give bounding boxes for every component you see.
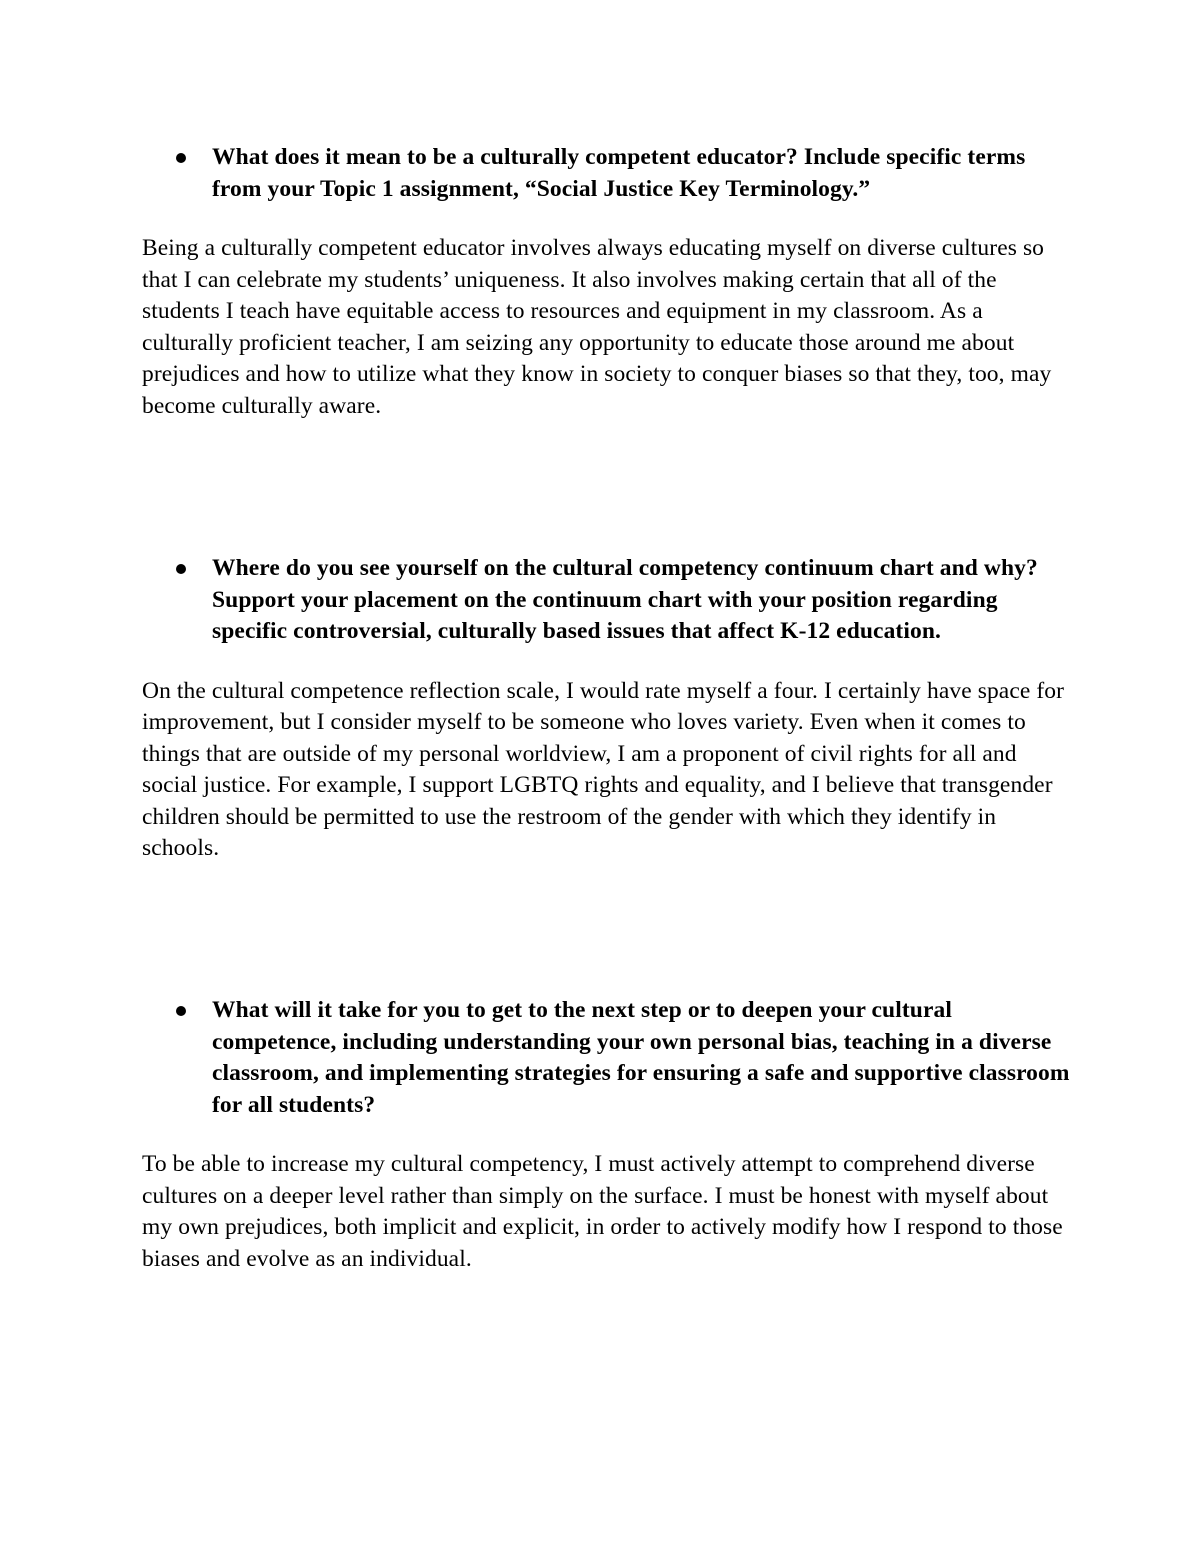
bullet-icon	[176, 153, 186, 163]
section-continuum-placement	[142, 553, 1072, 865]
question-item	[142, 995, 1072, 1121]
answer-paragraph: On the cultural competence reflection scale, I would rate myself a four. I certainly have space for improvement, but I consider myself to be someone who loves variety. Even when it comes to things that are outside of my personal worldview, I am a proponent of civil rights for all and social justice. For example, I support LGBTQ rights and equality, and I believe that transgender children should be permitted to use the restroom of the gender with which they identify in schools.	[142, 677, 1065, 861]
question-item	[142, 553, 1072, 648]
section-cultural-competence-definition	[142, 142, 1072, 422]
question-text: Where do you see yourself on the cultural competency continuum chart and why? Support your placement on the continuum chart with your position regarding specific controversial, culturally based issues that affect K-12 education.	[212, 555, 1038, 644]
question-text: What does it mean to be a culturally competent educator? Include specific terms from your Topic 1 assignment, “Social Justice Key Terminology.”	[212, 144, 1026, 202]
section-next-step	[142, 995, 1072, 1275]
question-text: What will it take for you to get to the next step or to deepen your cultural competence, including understanding your own personal bias, teaching in a diverse classroom, and implementing strategies for ensuring a safe and supportive classroom for all students?	[212, 997, 1070, 1118]
bullet-icon	[176, 564, 186, 574]
question-item	[142, 142, 1072, 205]
answer-paragraph: To be able to increase my cultural competency, I must actively attempt to comprehend diverse cultures on a deeper level rather than simply on the surface. I must be honest with myself about my own prejudices, both implicit and explicit, in order to actively modify how I respond to those biases and evolve as an individual.	[142, 1151, 1063, 1272]
bullet-icon	[176, 1006, 186, 1016]
answer-paragraph: Being a culturally competent educator involves always educating myself on diverse cultures so that I can celebrate my students’ uniqueness. It also involves making certain that all of the students I teach have equitable access to resources and equipment in my classroom. As a culturally proficient teacher, I am seizing any opportunity to educate those around me about prejudices and how to utilize what they know in society to conquer biases so that they, too, may become culturally aware.	[142, 235, 1052, 419]
